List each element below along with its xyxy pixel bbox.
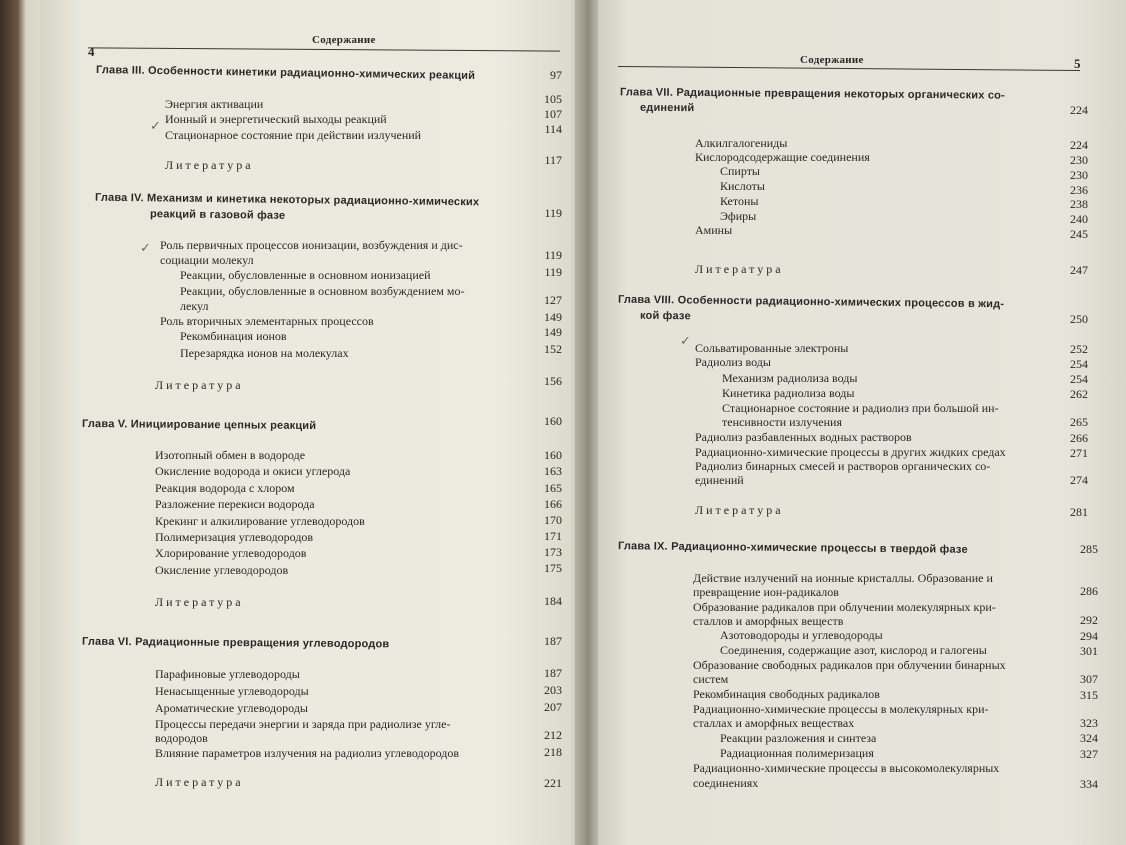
left-toc-entry: Ароматические углеводороды bbox=[155, 701, 308, 715]
left-toc-entry: Влияние параметров излучения на радиолиз углеводородов bbox=[155, 746, 460, 760]
left-toc-entry: Реакции, обусловленные в основном ионизацией bbox=[180, 268, 431, 282]
right-toc-entry: Эфиры bbox=[720, 209, 757, 223]
right-toc-entry: Алкилгалогениды bbox=[695, 136, 788, 150]
left-toc-page-number: 119 bbox=[544, 248, 562, 262]
left-toc-page-number: 119 bbox=[544, 265, 562, 279]
left-toc-entry: Литература bbox=[155, 595, 244, 609]
left-toc-page-number: 221 bbox=[544, 776, 562, 790]
left-toc-page-number: 163 bbox=[544, 464, 562, 478]
left-toc-page-number: 127 bbox=[544, 293, 562, 307]
left-toc-entry: социации молекул bbox=[160, 253, 254, 267]
right-toc-page-number: 250 bbox=[1070, 312, 1088, 326]
right-toc-page-number: 274 bbox=[1070, 473, 1088, 487]
left-toc-entry: Глава V. Инициирование цепных реакций bbox=[81, 417, 317, 433]
right-toc-page-number: 324 bbox=[1080, 731, 1098, 745]
right-toc-entry: тенсивности излучения bbox=[722, 415, 842, 429]
right-toc-entry: Радиолиз бинарных смесей и растворов органических со- bbox=[695, 459, 991, 473]
right-toc-page-number: 327 bbox=[1080, 747, 1098, 761]
left-toc-entry: Энергия активации bbox=[165, 97, 264, 111]
left-toc-entry: Ионный и энергетический выходы реакций bbox=[165, 112, 387, 126]
left-toc-page-number: 171 bbox=[544, 529, 562, 543]
right-toc-entry: Кетоны bbox=[720, 194, 759, 208]
left-toc-page-number: 114 bbox=[544, 122, 562, 136]
left-toc-entry: Роль вторичных элементарных процессов bbox=[160, 314, 374, 328]
left-toc-entry: Глава VI. Радиационные превращения углеводородов bbox=[81, 635, 390, 651]
left-toc-page-number: 160 bbox=[544, 448, 562, 462]
right-toc-entry: Действие излучений на ионные кристаллы. Образование и bbox=[693, 571, 993, 585]
left-toc-page-number: 149 bbox=[544, 310, 562, 324]
right-toc-page-number: 224 bbox=[1070, 138, 1088, 152]
right-toc-entry: сталлах и аморфных веществах bbox=[693, 716, 855, 730]
right-toc-entry: Литература bbox=[695, 503, 784, 517]
right-toc-entry: Радиолиз воды bbox=[695, 355, 771, 369]
right-toc-entry: кой фазе bbox=[639, 309, 691, 323]
right-toc-entry: систем bbox=[693, 672, 729, 686]
right-page bbox=[598, 0, 1126, 845]
right-toc-entry: Глава VII. Радиационные превращения некоторых органических со- bbox=[619, 86, 1006, 102]
left-toc-entry: Хлорирование углеводородов bbox=[155, 546, 307, 560]
right-toc-page-number: 238 bbox=[1070, 197, 1088, 211]
right-toc-page-number: 281 bbox=[1070, 505, 1088, 519]
right-toc-page-number: 301 bbox=[1080, 644, 1098, 658]
right-toc-entry: Радиационно-химические процессы в высокомолекулярных bbox=[693, 761, 1000, 775]
left-toc-page-number: 165 bbox=[544, 481, 562, 495]
left-toc-entry: Ненасыщенные углеводороды bbox=[155, 684, 309, 698]
left-toc-entry: реакций в газовой фазе bbox=[149, 208, 286, 222]
left-toc-entry: лекул bbox=[180, 299, 209, 313]
left-toc-page-number: 187 bbox=[544, 634, 562, 648]
right-running-header: Содержание bbox=[800, 54, 864, 66]
right-toc-page-number: 294 bbox=[1080, 629, 1098, 643]
right-toc-page-number: 265 bbox=[1070, 415, 1088, 429]
left-toc-entry: Литература bbox=[155, 775, 244, 789]
right-toc-entry: Глава VIII. Особенности радиационно-химических процессов в жид- bbox=[617, 293, 1005, 311]
left-toc-entry: Окисление углеводородов bbox=[155, 563, 289, 577]
left-toc-page-number: 149 bbox=[544, 325, 562, 339]
right-toc-entry: Соединения, содержащие азот, кислород и галогены bbox=[720, 643, 987, 657]
right-toc-page-number: 286 bbox=[1080, 584, 1098, 598]
right-toc-entry: Радиационная полимеризация bbox=[720, 746, 874, 760]
left-toc-page-number: 117 bbox=[544, 153, 562, 167]
left-toc-entry: Роль первичных процессов ионизации, возбуждения и дис- bbox=[160, 238, 463, 252]
right-toc-entry: превращение ион-радикалов bbox=[693, 585, 839, 599]
left-toc-entry: Разложение перекиси водорода bbox=[155, 497, 315, 511]
right-toc-entry: Образование свободных радикалов при облучении бинарных bbox=[693, 658, 1006, 672]
right-toc-page-number: 245 bbox=[1070, 227, 1088, 241]
left-toc-entry: Глава III. Особенности кинетики радиационно-химических реакций bbox=[95, 64, 476, 82]
left-toc-page-number: 166 bbox=[544, 497, 562, 511]
left-toc-entry: Полимеризация углеводородов bbox=[155, 530, 314, 544]
right-toc-entry: Радиационно-химические процессы в молекулярных кри- bbox=[693, 702, 989, 716]
right-toc-page-number: 323 bbox=[1080, 716, 1098, 730]
left-running-header: Содержание bbox=[312, 34, 376, 46]
right-toc-page-number: 334 bbox=[1080, 777, 1098, 791]
pencil-check-mark: ✓ bbox=[150, 118, 161, 133]
left-toc-page-number: 156 bbox=[544, 374, 562, 388]
right-toc-entry: Стационарное состояние и радиолиз при большой ин- bbox=[722, 401, 999, 415]
right-toc-entry: Радиационно-химические процессы в других жидких средах bbox=[695, 445, 1006, 459]
left-toc-page-number: 212 bbox=[544, 728, 562, 742]
right-toc-entry: соединениях bbox=[693, 776, 759, 790]
right-toc-entry: единений bbox=[639, 101, 695, 115]
right-toc-entry: Сольватированные электроны bbox=[695, 341, 849, 355]
right-toc-page-number: 236 bbox=[1070, 183, 1088, 197]
left-toc-entry: водородов bbox=[155, 731, 208, 745]
right-toc-entry: Механизм радиолиза воды bbox=[722, 371, 858, 385]
right-toc-entry: Кислородсодержащие соединения bbox=[695, 150, 870, 164]
left-toc-entry: Изотопный обмен в водороде bbox=[155, 448, 306, 462]
left-toc-entry: Литература bbox=[155, 378, 244, 392]
left-toc-entry: Рекомбинация ионов bbox=[180, 329, 287, 343]
right-toc-entry: Рекомбинация свободных радикалов bbox=[693, 687, 880, 701]
right-toc-page-number: 247 bbox=[1070, 263, 1088, 277]
left-toc-page-number: 119 bbox=[544, 206, 562, 220]
left-toc-entry: Стационарное состояние при действии излучений bbox=[165, 128, 422, 142]
right-toc-page-number: 254 bbox=[1070, 357, 1088, 371]
right-toc-page-number: 315 bbox=[1080, 688, 1098, 702]
left-toc-page-number: 170 bbox=[544, 513, 562, 527]
right-toc-entry: Амины bbox=[695, 223, 733, 237]
left-toc-entry: Крекинг и алкилирование углеводородов bbox=[155, 514, 365, 528]
left-toc-entry: Литература bbox=[165, 158, 254, 172]
right-toc-entry: Кинетика радиолиза воды bbox=[722, 386, 855, 400]
left-toc-page-number: 173 bbox=[544, 545, 562, 559]
right-toc-entry: единений bbox=[695, 473, 744, 487]
right-toc-page-number: 266 bbox=[1070, 431, 1088, 445]
left-toc-entry: Окисление водорода и окиси углерода bbox=[155, 464, 351, 478]
right-toc-page-number: 252 bbox=[1070, 342, 1088, 356]
right-toc-entry: Реакции разложения и синтеза bbox=[720, 731, 877, 745]
left-toc-page-number: 187 bbox=[544, 666, 562, 680]
left-toc-page-number: 218 bbox=[544, 745, 562, 759]
right-toc-entry: Радиолиз разбавленных водных растворов bbox=[695, 430, 912, 444]
right-toc-entry: Кислоты bbox=[720, 179, 765, 193]
left-toc-entry: Реакции, обусловленные в основном возбуждением мо- bbox=[180, 284, 465, 298]
right-toc-page-number: 230 bbox=[1070, 168, 1088, 182]
left-toc-entry: Глава IV. Механизм и кинетика некоторых радиационно-химических bbox=[94, 191, 480, 209]
left-toc-page-number: 105 bbox=[544, 92, 562, 106]
right-toc-entry: Литература bbox=[695, 262, 784, 276]
left-toc-page-number: 207 bbox=[544, 700, 562, 714]
right-toc-page-number: 230 bbox=[1070, 153, 1088, 167]
left-toc-page-number: 160 bbox=[544, 414, 562, 428]
left-toc-page-number: 107 bbox=[544, 107, 562, 121]
right-page-number: 5 bbox=[1074, 56, 1081, 71]
right-toc-entry: сталлов и аморфных веществ bbox=[693, 614, 844, 628]
left-toc-entry: Реакция водорода с хлором bbox=[155, 481, 295, 495]
left-toc-page-number: 184 bbox=[544, 594, 562, 608]
left-toc-entry: Перезарядка ионов на молекулах bbox=[180, 346, 349, 360]
pencil-check-mark: ✓ bbox=[140, 240, 151, 255]
right-toc-page-number: 240 bbox=[1070, 212, 1088, 226]
right-toc-page-number: 262 bbox=[1070, 387, 1088, 401]
right-toc-entry: Глава IX. Радиационно-химические процессы в твердой фазе bbox=[617, 540, 968, 556]
left-toc-page-number: 152 bbox=[544, 342, 562, 356]
left-toc-entry: Парафиновые углеводороды bbox=[155, 667, 300, 681]
left-page-number: 4 bbox=[88, 44, 95, 59]
right-toc-entry: Образование радикалов при облучении молекулярных кри- bbox=[693, 600, 996, 614]
left-toc-page-number: 175 bbox=[544, 561, 562, 575]
right-toc-page-number: 285 bbox=[1080, 542, 1098, 556]
right-toc-page-number: 224 bbox=[1070, 103, 1088, 117]
right-toc-entry: Азотоводороды и углеводороды bbox=[720, 628, 883, 642]
right-toc-entry: Спирты bbox=[720, 164, 760, 178]
right-toc-page-number: 292 bbox=[1080, 613, 1098, 627]
left-toc-page-number: 97 bbox=[550, 68, 562, 82]
left-toc-entry: Процессы передачи энергии и заряда при радиолизе угле- bbox=[155, 717, 451, 731]
right-toc-page-number: 254 bbox=[1070, 372, 1088, 386]
left-toc-page-number: 203 bbox=[544, 683, 562, 697]
right-toc-page-number: 271 bbox=[1070, 446, 1088, 460]
pencil-check-mark: ✓ bbox=[680, 333, 691, 348]
right-toc-page-number: 307 bbox=[1080, 672, 1098, 686]
